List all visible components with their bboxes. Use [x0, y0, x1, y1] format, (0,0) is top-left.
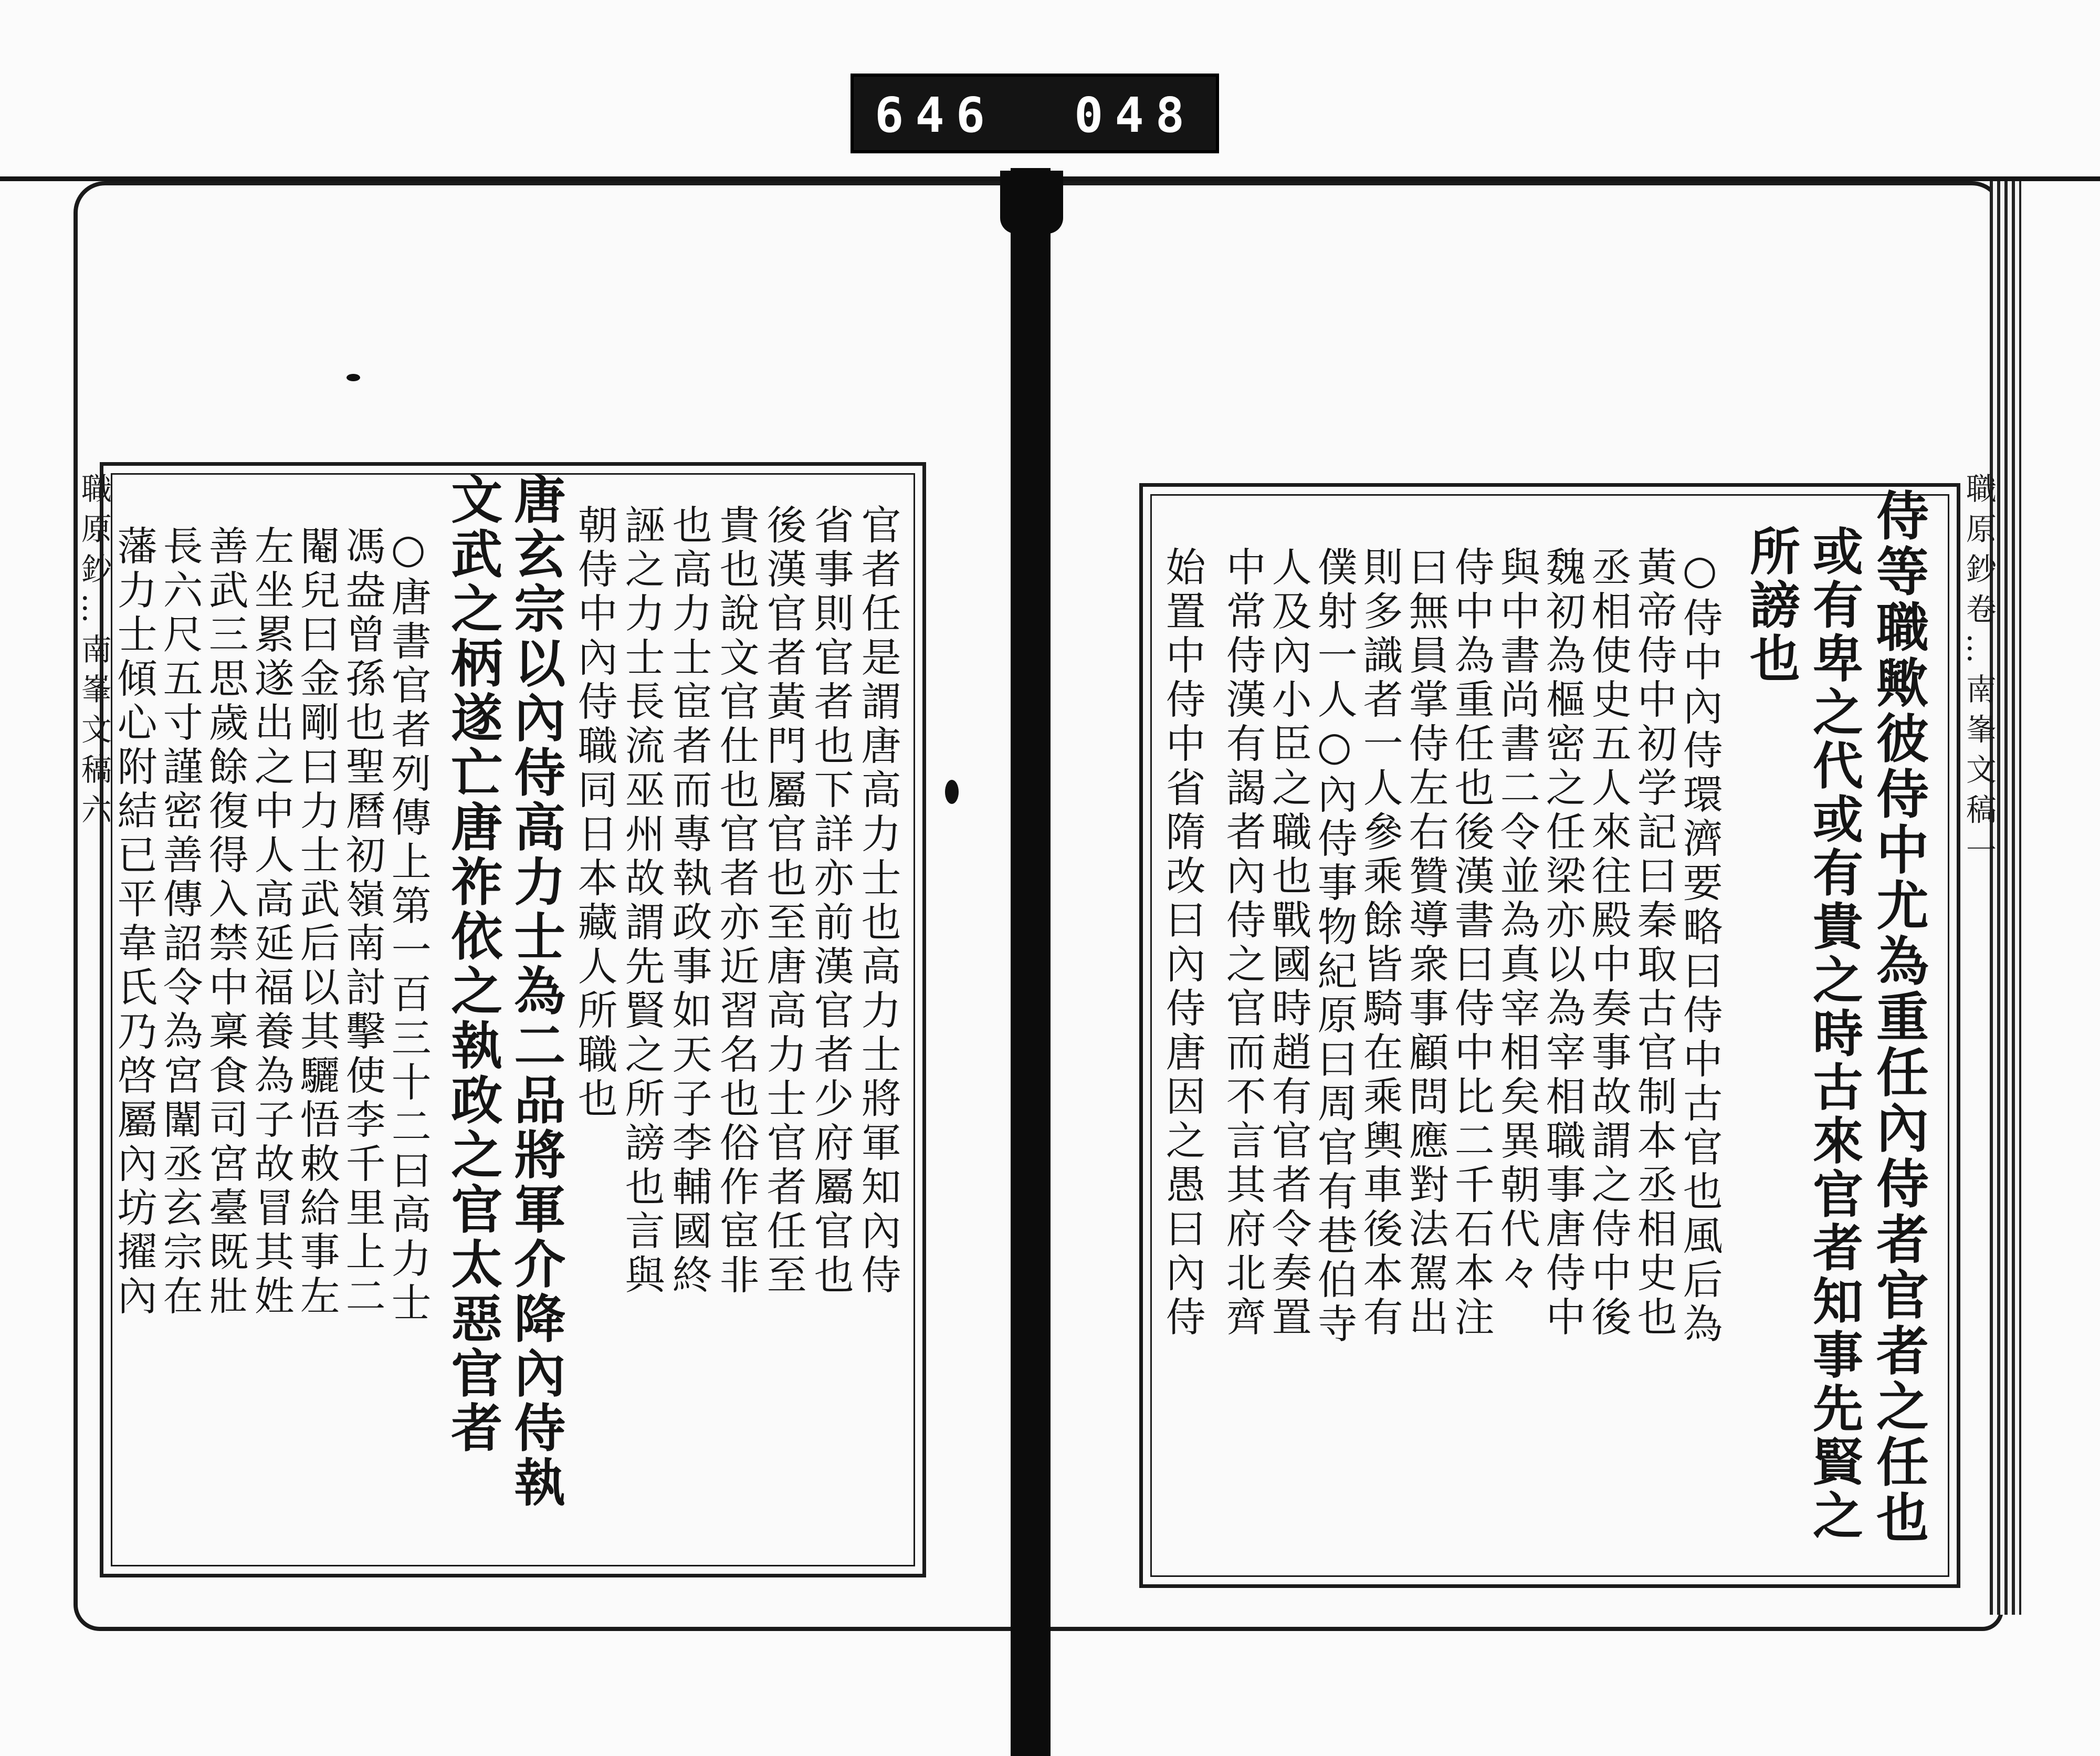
- heading-column: 或有卑之代或有貴之時古來官者知事先賢之: [1804, 525, 1864, 1543]
- right-margin-title: 職 原 鈔 卷 … 南 峯 文 稿 一: [1961, 473, 1997, 864]
- left-margin-title: 職 原 鈔 … 南 峯 文 稿 六: [76, 473, 112, 824]
- text-column: 丞相使史五人來往殿中奏事故謂之侍中後: [1585, 546, 1632, 1340]
- text-column: 後漢官者黃門屬官也至唐高力士官者任至: [760, 504, 807, 1298]
- film-frame-number: 048: [1074, 87, 1196, 143]
- ink-speck: [346, 374, 360, 381]
- microfilm-frame-label: [850, 74, 1219, 153]
- text-column: 誣之力士長流巫州故謂先賢之所謗也言與: [618, 504, 666, 1298]
- heading-column: 侍等職歟彼侍中尤為重任內侍者官者之任也: [1867, 488, 1929, 1546]
- text-column: 黃帝侍中初学記曰秦取古官制本丞相史也: [1631, 546, 1678, 1340]
- film-reel-number: 646: [875, 87, 997, 143]
- text-column: 馮盎曾孫也聖曆初嶺南討擊使李千里上二: [339, 525, 386, 1319]
- heading-column: 唐玄宗以內侍高力士為二品將軍介降內侍執: [505, 473, 566, 1510]
- text-column: 僕射一人○內侍事物紀原曰周官有巷伯寺: [1311, 546, 1358, 1347]
- text-column: 則多識者一人參乘餘皆騎在乘輿車後本有: [1357, 546, 1404, 1340]
- text-column: 侍中為重任也後漢書曰侍中比二千石本注: [1448, 546, 1495, 1340]
- text-column: 善武三思歲餘復得入禁中稟食司宮臺既壯: [202, 525, 249, 1319]
- text-column: 人及內小臣之職也戰國時趙有官者令奏置: [1265, 546, 1312, 1340]
- text-column: 與中書尚書二令並為真宰相矣異朝代々: [1494, 546, 1541, 1296]
- ink-blot: [945, 780, 959, 804]
- text-column: 曰無員掌侍左右贊導衆事顧問應對法駕出: [1402, 546, 1450, 1340]
- text-column: 貴也說文官仕也官者亦近習名也俗作宦非: [713, 504, 760, 1298]
- text-column: 閹兒曰金剛曰力士武后以其驪悟敕給事左: [293, 525, 341, 1319]
- text-column: 也高力士宦者而專執政事如天子李輔國終: [666, 504, 713, 1298]
- text-column: 朝侍中內侍職同日本藏人所職也: [571, 504, 618, 1122]
- text-column: 藩力士傾心附結已平韋氏乃啓屬內坊擢內: [111, 525, 158, 1319]
- book-gutter: [1011, 168, 1051, 1756]
- page-edges: [1990, 181, 2021, 1615]
- text-column: ○唐書官者列傳上第一百三十二曰高力士: [385, 525, 432, 1326]
- heading-column: 所謗也: [1741, 525, 1801, 686]
- text-column: ○侍中內侍環濟要略曰侍中古官也風后為: [1676, 546, 1724, 1347]
- text-column: 始置中侍中省隋改曰內侍唐因之愚曰內侍: [1159, 546, 1206, 1340]
- text-column: 官者任是謂唐高力士也高力士將軍知內侍: [855, 504, 902, 1298]
- text-column: 省事則官者也下詳亦前漢官者少府屬官也: [807, 504, 855, 1298]
- text-column: 左坐累遂出之中人高延福養為子故冒其姓: [248, 525, 295, 1319]
- text-column: 魏初為樞密之任梁亦以為宰相職事唐侍中: [1539, 546, 1587, 1340]
- text-column: 長六尺五寸謹密善傳詔令為宮闈丞玄宗在: [156, 525, 204, 1319]
- text-column: 中常侍漢有謁者內侍之官而不言其府北齊: [1220, 546, 1267, 1340]
- heading-column: 文武之柄遂亡唐祚依之執政之官太惡官者: [442, 473, 503, 1456]
